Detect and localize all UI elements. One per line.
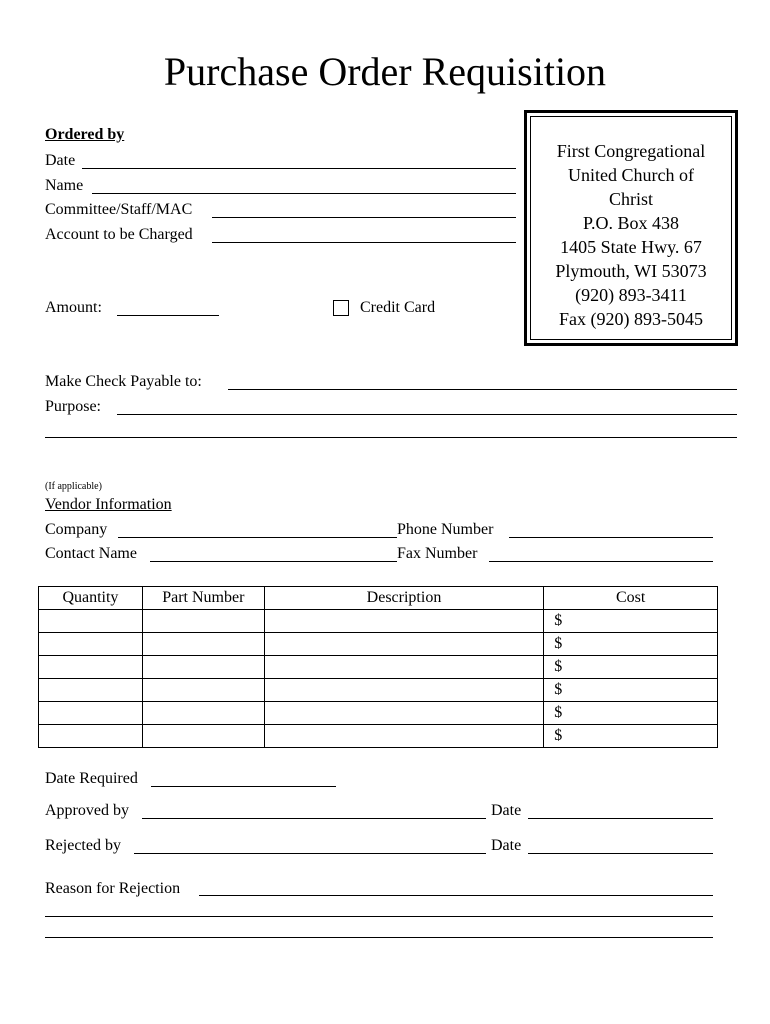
reason-field-line-2[interactable]: [45, 916, 713, 917]
part-number-cell[interactable]: [142, 725, 264, 748]
address-line: 1405 State Hwy. 67: [560, 237, 702, 257]
table-row: [39, 725, 718, 748]
address-line: Plymouth, WI 53073: [555, 261, 707, 281]
quantity-cell[interactable]: [39, 679, 143, 702]
reason-field[interactable]: [199, 895, 713, 896]
rejected-date-label: Date: [491, 837, 522, 854]
description-cell[interactable]: [264, 656, 544, 679]
part-number-cell[interactable]: [142, 656, 264, 679]
ordered-by-heading: Ordered by: [45, 126, 125, 143]
quantity-cell[interactable]: [39, 702, 143, 725]
address-line: (920) 893-3411: [575, 285, 687, 305]
approved-label: Approved by: [45, 802, 129, 819]
rejected-label: Rejected by: [45, 837, 121, 854]
table-row: [39, 633, 718, 656]
address-line: P.O. Box 438: [582, 213, 680, 233]
account-field[interactable]: [212, 242, 516, 243]
part-number-cell[interactable]: [142, 679, 264, 702]
approved-field[interactable]: [142, 818, 486, 819]
quantity-cell[interactable]: [39, 656, 143, 679]
approved-date-label: Date: [491, 802, 522, 819]
vendor-note: (If applicable): [45, 481, 102, 492]
table-row: [39, 702, 718, 725]
address-line: First Congregational: [556, 141, 706, 161]
cost-cell[interactable]: $: [544, 656, 718, 679]
date-required-field[interactable]: [151, 786, 336, 787]
company-field[interactable]: [118, 537, 397, 538]
cost-cell[interactable]: $: [544, 633, 718, 656]
name-label: Name: [45, 177, 84, 194]
address-line: Fax (920) 893-5045: [559, 309, 703, 329]
cost-cell[interactable]: $: [544, 610, 718, 633]
credit-card-checkbox[interactable]: [333, 300, 349, 316]
phone-field[interactable]: [509, 537, 713, 538]
description-cell[interactable]: [264, 725, 544, 748]
description-cell[interactable]: [264, 610, 544, 633]
amount-field[interactable]: [117, 315, 219, 316]
committee-field[interactable]: [212, 217, 516, 218]
payable-field[interactable]: [228, 389, 737, 390]
part-number-cell[interactable]: [142, 610, 264, 633]
description-header: Description: [264, 587, 544, 610]
approved-date-field[interactable]: [528, 818, 713, 819]
table-row: [39, 679, 718, 702]
quantity-cell[interactable]: [39, 725, 143, 748]
payable-label: Make Check Payable to:: [45, 373, 202, 390]
part-number-cell[interactable]: [142, 633, 264, 656]
description-cell[interactable]: [264, 633, 544, 656]
account-label: Account to be Charged: [45, 226, 193, 243]
purpose-field-line-2[interactable]: [45, 437, 737, 438]
reason-label: Reason for Rejection: [45, 880, 181, 897]
rejected-date-field[interactable]: [528, 853, 713, 854]
address-line: United Church of: [568, 165, 694, 185]
reason-field-line-3[interactable]: [45, 937, 713, 938]
date-label: Date: [45, 152, 76, 169]
committee-label: Committee/Staff/MAC: [45, 201, 193, 218]
vendor-heading: Vendor Information: [45, 496, 172, 513]
description-cell[interactable]: [264, 702, 544, 725]
items-table: [38, 586, 718, 748]
part-number-header: Part Number: [142, 587, 264, 610]
church-address-box: [524, 110, 738, 346]
date-required-label: Date Required: [45, 770, 138, 787]
purpose-label: Purpose:: [45, 398, 101, 415]
cost-cell[interactable]: $: [544, 679, 718, 702]
contact-field[interactable]: [150, 561, 397, 562]
quantity-header: Quantity: [39, 587, 143, 610]
cost-header: Cost: [544, 587, 718, 610]
fax-field[interactable]: [489, 561, 713, 562]
phone-label: Phone Number: [397, 521, 494, 538]
quantity-cell[interactable]: [39, 633, 143, 656]
cost-cell[interactable]: $: [544, 725, 718, 748]
purpose-field[interactable]: [117, 414, 737, 415]
credit-card-label: Credit Card: [360, 299, 436, 316]
date-field[interactable]: [82, 168, 516, 169]
quantity-cell[interactable]: [39, 610, 143, 633]
part-number-cell[interactable]: [142, 702, 264, 725]
description-cell[interactable]: [264, 679, 544, 702]
contact-label: Contact Name: [45, 545, 137, 562]
name-field[interactable]: [92, 193, 516, 194]
fax-label: Fax Number: [397, 545, 478, 562]
table-header-row: [39, 587, 718, 610]
table-row: [39, 610, 718, 633]
company-label: Company: [45, 521, 108, 538]
address-line: Christ: [608, 189, 653, 209]
table-row: [39, 656, 718, 679]
amount-label: Amount:: [45, 299, 102, 316]
rejected-field[interactable]: [134, 853, 486, 854]
cost-cell[interactable]: $: [544, 702, 718, 725]
page-title: Purchase Order Requisition: [163, 49, 607, 94]
